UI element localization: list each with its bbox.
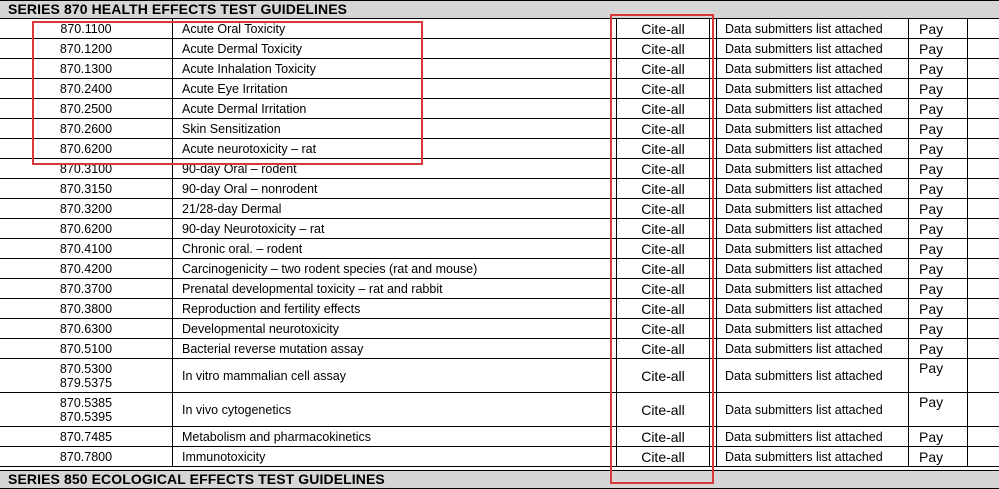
- guideline-title: Prenatal developmental toxicity – rat and rabbit: [172, 279, 608, 298]
- pay-status: Pay: [908, 79, 968, 98]
- guideline-number: [0, 239, 172, 258]
- guideline-number: [0, 59, 172, 78]
- cite-method: Cite-all: [616, 359, 710, 392]
- guideline-code: 870.3150: [59, 181, 113, 196]
- table-row: [0, 319, 999, 339]
- guideline-title: Reproduction and fertility effects: [172, 299, 608, 318]
- table-row: [0, 279, 999, 299]
- guideline-number: [0, 99, 172, 118]
- data-submitters-note: Data submitters list attached: [716, 79, 908, 98]
- guideline-title: 90-day Oral – rodent: [172, 159, 608, 178]
- guideline-code: 870.5300: [59, 361, 113, 376]
- pay-status: Pay: [908, 99, 968, 118]
- pay-status: Pay: [908, 219, 968, 238]
- guideline-number: [0, 359, 172, 392]
- guideline-title: Acute neurotoxicity – rat: [172, 139, 608, 158]
- guideline-title: In vivo cytogenetics: [172, 393, 608, 426]
- guideline-title: Carcinogenicity – two rodent species (rat and mouse): [172, 259, 608, 278]
- pay-status: Pay: [908, 299, 968, 318]
- pay-status: Pay: [908, 119, 968, 138]
- cite-method: Cite-all: [616, 39, 710, 58]
- guideline-title: Acute Dermal Toxicity: [172, 39, 608, 58]
- cite-method: Cite-all: [616, 159, 710, 178]
- table-row: [0, 239, 999, 259]
- guideline-title: Acute Oral Toxicity: [172, 19, 608, 38]
- data-submitters-note: Data submitters list attached: [716, 279, 908, 298]
- cite-method: Cite-all: [616, 393, 710, 426]
- guideline-code: 870.7485: [59, 429, 113, 444]
- guideline-title: Immunotoxicity: [172, 447, 608, 466]
- cite-method: Cite-all: [616, 59, 710, 78]
- data-submitters-note: Data submitters list attached: [716, 239, 908, 258]
- guideline-code: 870.3100: [59, 161, 113, 176]
- guideline-code: 870.6300: [59, 321, 113, 336]
- cite-method: Cite-all: [616, 427, 710, 446]
- pay-status: Pay: [908, 199, 968, 218]
- guideline-number: [0, 179, 172, 198]
- table-row: [0, 393, 999, 427]
- data-submitters-note: Data submitters list attached: [716, 99, 908, 118]
- pay-status: Pay: [908, 339, 968, 358]
- data-submitters-note: Data submitters list attached: [716, 59, 908, 78]
- section-heading-series-870: SERIES 870 HEALTH EFFECTS TEST GUIDELINES: [0, 0, 999, 19]
- pay-status: Pay: [908, 19, 968, 38]
- data-submitters-note: Data submitters list attached: [716, 159, 908, 178]
- cite-method: Cite-all: [616, 279, 710, 298]
- guideline-code: 870.4200: [59, 261, 113, 276]
- guideline-title: Metabolism and pharmacokinetics: [172, 427, 608, 446]
- data-submitters-note: Data submitters list attached: [716, 299, 908, 318]
- pay-status: Pay: [908, 239, 968, 258]
- cite-method: Cite-all: [616, 447, 710, 466]
- guideline-code: 870.1200: [59, 41, 113, 56]
- cite-method: Cite-all: [616, 299, 710, 318]
- cite-method: Cite-all: [616, 219, 710, 238]
- guideline-title: 90-day Neurotoxicity – rat: [172, 219, 608, 238]
- data-submitters-note: Data submitters list attached: [716, 319, 908, 338]
- guideline-code: 870.6200: [59, 141, 113, 156]
- pay-status: Pay: [908, 319, 968, 338]
- cite-method: Cite-all: [616, 139, 710, 158]
- guideline-title: 21/28-day Dermal: [172, 199, 608, 218]
- cite-method: Cite-all: [616, 119, 710, 138]
- data-submitters-note: Data submitters list attached: [716, 427, 908, 446]
- guideline-code: 870.6200: [59, 221, 113, 236]
- pay-status: Pay: [908, 139, 968, 158]
- cite-method: Cite-all: [616, 99, 710, 118]
- guideline-title: Chronic oral. – rodent: [172, 239, 608, 258]
- cite-method: Cite-all: [616, 19, 710, 38]
- data-submitters-note: Data submitters list attached: [716, 199, 908, 218]
- guideline-number: [0, 139, 172, 158]
- table-row: [0, 299, 999, 319]
- guideline-code: 870.2600: [59, 121, 113, 136]
- guideline-number: [0, 199, 172, 218]
- data-submitters-note: Data submitters list attached: [716, 447, 908, 466]
- guideline-number: [0, 299, 172, 318]
- guideline-code: 870.5385: [59, 395, 113, 410]
- cite-method: Cite-all: [616, 199, 710, 218]
- pay-status: Pay: [908, 159, 968, 178]
- cite-method: Cite-all: [616, 319, 710, 338]
- table-row: [0, 39, 999, 59]
- table-row: [0, 79, 999, 99]
- data-submitters-note: Data submitters list attached: [716, 339, 908, 358]
- pay-status: Pay: [908, 279, 968, 298]
- table-row: [0, 259, 999, 279]
- guideline-number: [0, 393, 172, 426]
- table-row: [0, 19, 999, 39]
- data-submitters-note: Data submitters list attached: [716, 393, 908, 426]
- cite-method: Cite-all: [616, 339, 710, 358]
- guideline-number: [0, 219, 172, 238]
- guideline-code: 870.4100: [59, 241, 113, 256]
- guideline-code: 870.7800: [59, 449, 113, 464]
- guideline-code: 879.5375: [59, 375, 113, 390]
- section-heading-series-850: SERIES 850 ECOLOGICAL EFFECTS TEST GUIDELINES: [0, 470, 999, 489]
- guideline-number: [0, 159, 172, 178]
- cite-method: Cite-all: [616, 79, 710, 98]
- guideline-title: Developmental neurotoxicity: [172, 319, 608, 338]
- pay-status: Pay: [908, 427, 968, 446]
- guideline-code: 870.1300: [59, 61, 113, 76]
- guideline-code: 870.2500: [59, 101, 113, 116]
- table-row: [0, 179, 999, 199]
- guideline-code: 870.5100: [59, 341, 113, 356]
- guideline-code: 870.3200: [59, 201, 113, 216]
- guideline-title: Acute Eye Irritation: [172, 79, 608, 98]
- cite-method: Cite-all: [616, 259, 710, 278]
- guideline-title: Bacterial reverse mutation assay: [172, 339, 608, 358]
- guideline-title: In vitro mammalian cell assay: [172, 359, 608, 392]
- table-row: [0, 59, 999, 79]
- pay-status: Pay: [908, 39, 968, 58]
- table-row: [0, 99, 999, 119]
- table-row: [0, 119, 999, 139]
- guideline-title: Skin Sensitization: [172, 119, 608, 138]
- guideline-code: 870.3800: [59, 301, 113, 316]
- table-row: [0, 159, 999, 179]
- data-submitters-note: Data submitters list attached: [716, 19, 908, 38]
- guideline-number: [0, 279, 172, 298]
- guideline-code: 870.2400: [59, 81, 113, 96]
- pay-status: Pay: [908, 447, 968, 466]
- data-submitters-note: Data submitters list attached: [716, 259, 908, 278]
- pay-status: Pay: [908, 179, 968, 198]
- guideline-code: 870.5395: [59, 409, 113, 424]
- data-submitters-note: Data submitters list attached: [716, 119, 908, 138]
- guideline-number: [0, 259, 172, 278]
- table-row: [0, 199, 999, 219]
- data-submitters-note: Data submitters list attached: [716, 39, 908, 58]
- cite-method: Cite-all: [616, 179, 710, 198]
- data-submitters-note: Data submitters list attached: [716, 139, 908, 158]
- guideline-title: Acute Dermal Irritation: [172, 99, 608, 118]
- table-row: [0, 219, 999, 239]
- pay-status: Pay: [908, 359, 968, 392]
- cite-method: Cite-all: [616, 239, 710, 258]
- data-submitters-note: Data submitters list attached: [716, 179, 908, 198]
- guideline-title: Acute Inhalation Toxicity: [172, 59, 608, 78]
- data-submitters-note: Data submitters list attached: [716, 359, 908, 392]
- guideline-number: [0, 119, 172, 138]
- table-row: [0, 427, 999, 447]
- guideline-title: 90-day Oral – nonrodent: [172, 179, 608, 198]
- table-row: [0, 447, 999, 467]
- table-row: [0, 359, 999, 393]
- table-row: [0, 139, 999, 159]
- pay-status: Pay: [908, 59, 968, 78]
- data-submitters-note: Data submitters list attached: [716, 219, 908, 238]
- guideline-number: [0, 447, 172, 466]
- guideline-number: [0, 19, 172, 38]
- guideline-number: [0, 79, 172, 98]
- guideline-number: [0, 39, 172, 58]
- pay-status: Pay: [908, 393, 968, 426]
- guideline-code: 870.3700: [59, 281, 113, 296]
- guideline-number: [0, 319, 172, 338]
- guideline-code: 870.1100: [60, 21, 112, 36]
- guideline-number: [0, 427, 172, 446]
- guideline-number: [0, 339, 172, 358]
- table-row: [0, 339, 999, 359]
- pay-status: Pay: [908, 259, 968, 278]
